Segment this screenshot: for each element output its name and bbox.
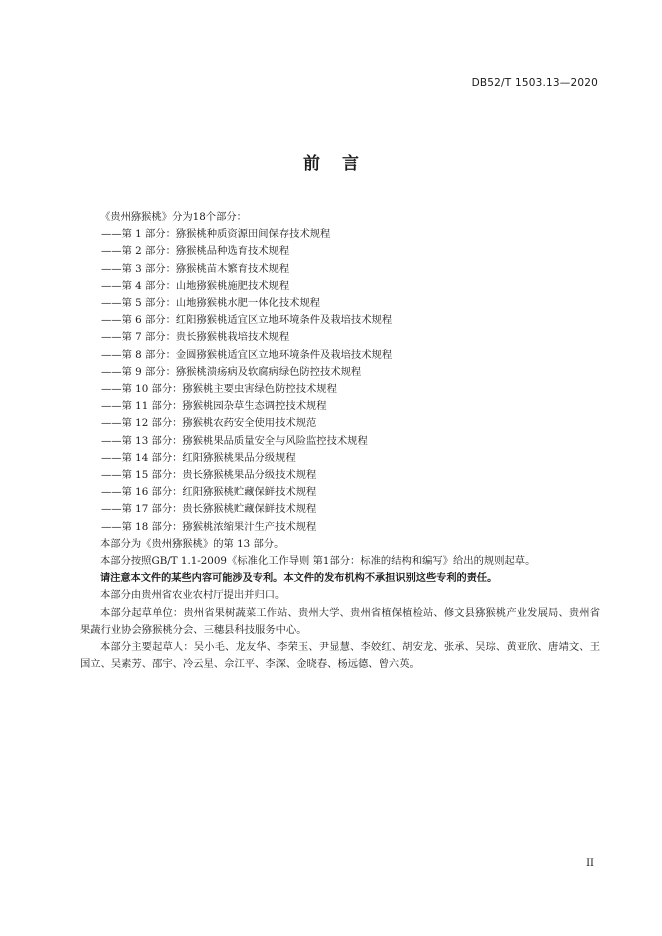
this-part-statement: 本部分为《贵州猕猴桃》的第 13 部分。 — [100, 537, 285, 550]
part-item-12: ——第 12 部分：猕猴桃农药安全使用技术规范 — [101, 417, 317, 430]
page-number: II — [586, 858, 594, 869]
part-item-6: ——第 6 部分：红阳猕猴桃适宜区立地环境条件及栽培技术规程 — [101, 314, 393, 327]
part-item-13: ——第 13 部分：猕猴桃果品质量安全与风险监控技术规程 — [101, 434, 368, 447]
drafting-units-paragraph: 本部分起草单位：贵州省果树蔬菜工作站、贵州大学、贵州省植保植检站、修文县猕猴桃产业发展局、贵州省果蔬行业协会猕猴桃分会、三穗县科技服务中心。 — [80, 606, 600, 636]
part-item-4: ——第 4 部分：山地猕猴桃施肥技术规程 — [101, 279, 290, 292]
part-item-16: ——第 16 部分：红阳猕猴桃贮藏保鲜技术规程 — [101, 486, 317, 499]
part-item-17: ——第 17 部分：贵长猕猴桃贮藏保鲜技术规程 — [101, 503, 317, 516]
foreword-body — [80, 209, 600, 673]
part-item-14: ——第 14 部分：红阳猕猴桃果品分级规程 — [101, 451, 296, 464]
patent-notice: 请注意本文件的某些内容可能涉及专利。本文件的发布机构不承担识别这些专利的责任。 — [100, 573, 498, 585]
parts-list — [80, 226, 600, 536]
proposer-statement: 本部分由贵州省农业农村厅提出并归口。 — [100, 589, 286, 602]
part-item-2: ——第 2 部分：猕猴桃品种选育技术规程 — [101, 245, 290, 258]
intro-line: 《贵州猕猴桃》分为18个部分： — [100, 211, 247, 223]
part-item-15: ——第 15 部分：贵长猕猴桃果品分级技术规程 — [101, 469, 317, 482]
part-item-10: ——第 10 部分：猕猴桃主要虫害绿色防控技术规程 — [101, 383, 337, 396]
document-code: DB52/T 1503.13—2020 — [471, 77, 598, 89]
page-title: 前言 — [303, 154, 381, 174]
drafters-paragraph: 本部分主要起草人：吴小毛、龙友华、李荣玉、尹显慧、李姣红、胡安龙、张承、吴琮、黄亚欣、唐靖文、王国立、吴素芳、邵宇、冷云星、佘江平、李深、金晓春、杨远德、曾六英。 — [80, 641, 600, 671]
drafting-rule-statement: 本部分按照GB/T 1.1-2009《标准化工作导则 第1部分：标准的结构和编写》给出的规则起草。 — [100, 555, 536, 568]
part-item-3: ——第 3 部分：猕猴桃苗木繁育技术规程 — [101, 262, 290, 275]
part-item-1: ——第 1 部分：猕猴桃种质资源田间保存技术规程 — [101, 228, 331, 241]
part-item-5: ——第 5 部分：山地猕猴桃水肥一体化技术规程 — [101, 297, 321, 310]
part-item-8: ——第 8 部分：金圆猕猴桃适宜区立地环境条件及栽培技术规程 — [101, 348, 393, 361]
part-item-7: ——第 7 部分：贵长猕猴桃栽培技术规程 — [101, 331, 290, 344]
part-item-11: ——第 11 部分：猕猴桃园杂草生态调控技术规程 — [101, 400, 327, 413]
part-item-18: ——第 18 部分：猕猴桃浓缩果汁生产技术规程 — [101, 520, 317, 533]
part-item-9: ——第 9 部分：猕猴桃溃疡病及软腐病绿色防控技术规程 — [101, 365, 362, 378]
